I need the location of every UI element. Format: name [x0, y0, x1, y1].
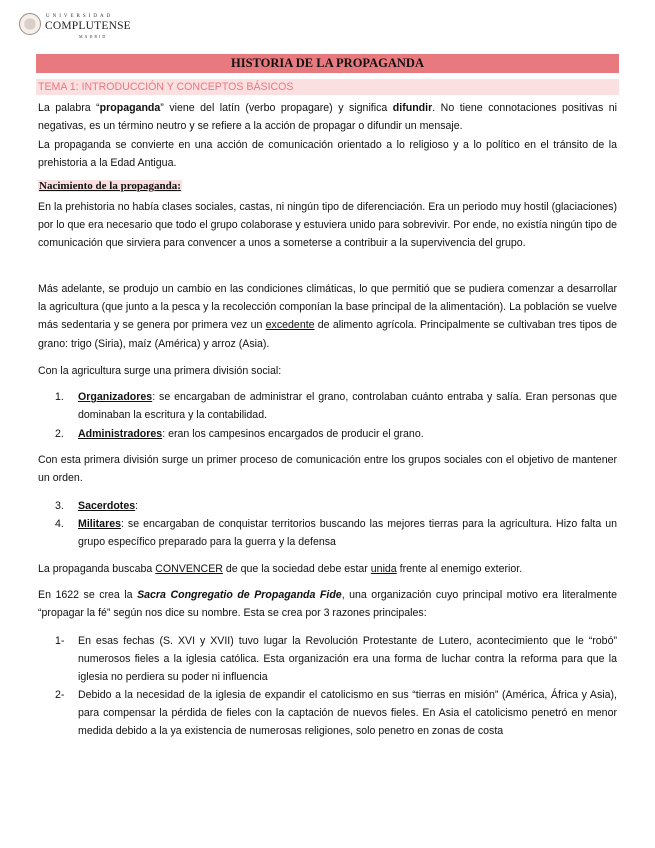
paragraph-prehistoria: En la prehistoria no había clases sociales, castas, ni ningún tipo de diferenciación. Era un periodo muy hostil (glaciaciones) por lo que era necesario que todo el grupo colaborase y estuviera unido para sobrevivir. Por ende, no existía ningún tipo de comunicación que sirviera para convencer a unos a someterse a contribuir a la supervivencia del grupo.	[38, 201, 617, 250]
logo-sub-text: MADRID	[79, 34, 108, 39]
subsection-title: Nacimiento de la propaganda:	[39, 180, 181, 192]
paragraph-division: Con la agricultura surge una primera división social:	[38, 365, 282, 377]
intro-paragraph-2: La propaganda se convierte en una acción de comunicación orientado a lo religioso y a lo político en el tránsito de la prehistoria a la Edad Antigua.	[38, 139, 617, 170]
paragraph-agricultura: Más adelante, se produjo un cambio en las condiciones climáticas, lo que permitió que se pudiera comenzar a desarrollar la agricultura (que junto a la pesca y la recolección componían la base principal de la alimentación). La población se vuelve más sedentaria y se genera por primera vez un excedente de alimento agrícola. Principalmente se cultivaban tres tipos de grano: trigo (Siria), maíz (América) y arroz (Asia).	[38, 283, 617, 350]
list-number: 1.	[55, 391, 64, 403]
university-logo	[19, 12, 139, 40]
list-number: 4.	[55, 518, 64, 530]
list-number: 1-	[55, 635, 65, 647]
paragraph-congregatio: En 1622 se crea la Sacra Congregatio de Propaganda Fide, una organización cuyo principal motivo era literalmente “propagar la fé” según nos dice su nombre. Esta se crea por 3 razones principales:	[38, 589, 617, 620]
list-item: En esas fechas (S. XVI y XVII) tuvo lugar la Revolución Protestante de Lutero, acontecimiento que le “robó” numerosos fieles a la iglesia católica. Esta organización era una forma de luchar contra la reforma para que la iglesia no perdiera su poder ni influencia	[78, 635, 617, 684]
university-seal-icon	[19, 13, 41, 35]
paragraph-convencer: La propaganda buscaba CONVENCER de que la sociedad debe estar unida frente al enemigo exterior.	[38, 563, 523, 575]
logo-top-text: UNIVERSIDAD	[46, 14, 114, 19]
list-item: Militares: se encargaban de conquistar territorios buscando las mejores tierras para la agricultura. Hizo falta un grupo específico preparado para la guerra y la defensa	[78, 518, 617, 549]
list-number: 3.	[55, 500, 64, 512]
intro-paragraph-1: La palabra “propaganda” viene del latín (verbo propagare) y significa difundir. No tiene connotaciones positivas ni negativas, es un término neutro y se refiere a la acción de propagar o difundir un mensaje.	[38, 102, 617, 133]
list-item: Debido a la necesidad de la iglesia de expandir el catolicismo en sus “tierras en misión” (América, África y Asia), para compensar la pérdida de fieles con la captación de nuevos fieles. En Asia el catolicismo penetró en menor medida debido a la ya existencia de numerosas religiones, solo penetro en zonas de costa	[78, 689, 617, 738]
list-number: 2.	[55, 428, 64, 440]
section-heading: TEMA 1: INTRODUCCIÓN Y CONCEPTOS BÁSICOS	[38, 81, 294, 93]
logo-main-text: COMPLUTENSE	[45, 20, 131, 32]
list-item: Sacerdotes:	[78, 500, 139, 512]
tema-banner	[36, 79, 619, 95]
list-item: Administradores: eran los campesinos encargados de producir el grano.	[78, 428, 424, 440]
title-banner	[36, 54, 619, 73]
list-number: 2-	[55, 689, 65, 701]
page-title: HISTORIA DE LA PROPAGANDA	[231, 56, 424, 70]
paragraph-comunicacion: Con esta primera división surge un primer proceso de comunicación entre los grupos sociales con el objetivo de mantener un orden.	[38, 454, 617, 485]
list-item: Organizadores: se encargaban de administrar el grano, controlaban cuánto entraba y salía. Eran personas que dominaban la escritura y la contabilidad.	[78, 391, 617, 422]
